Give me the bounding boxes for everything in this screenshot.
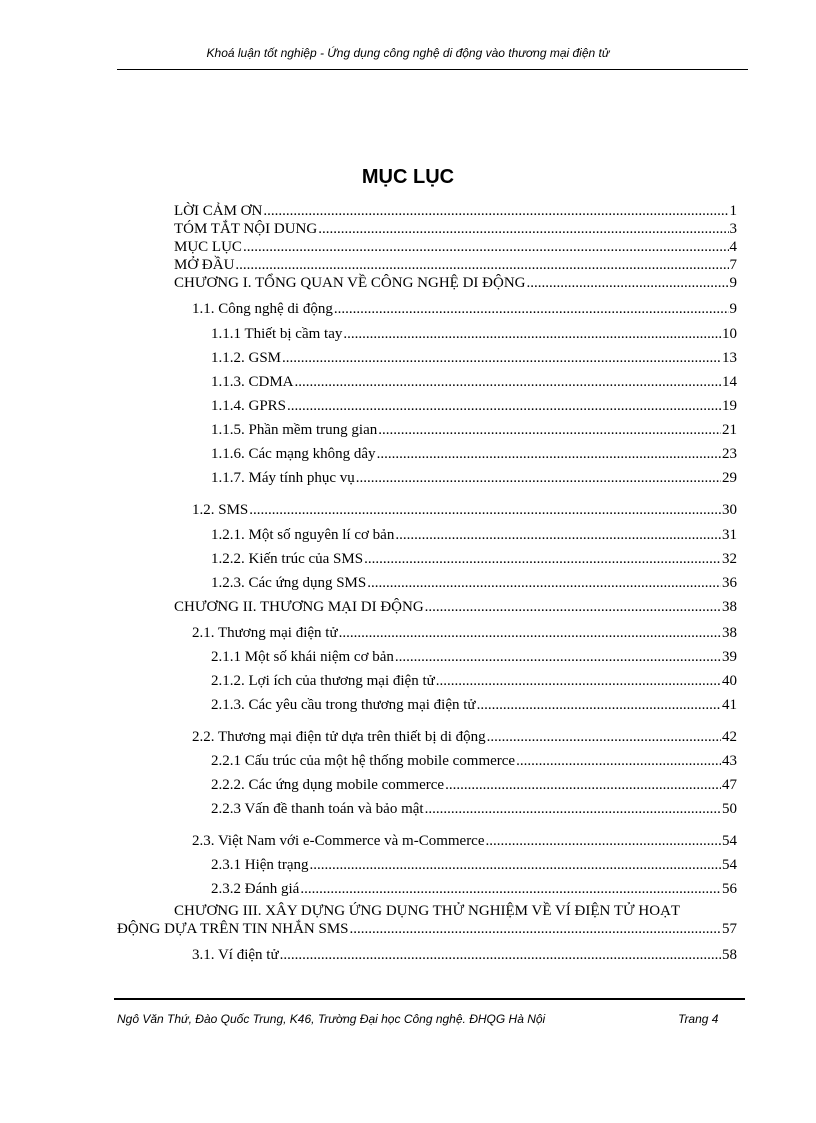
toc-entry-label-line2: ĐỘNG DỰA TRÊN TIN NHẮN SMS	[117, 921, 349, 937]
toc-entry-label: 2.1.3. Các yêu cầu trong thương mại điện tử	[211, 697, 476, 713]
toc-entry[interactable]	[211, 574, 737, 592]
toc-entry-page: 32	[722, 551, 737, 567]
toc-entry-label: 1.2. SMS	[192, 502, 249, 518]
toc-entry[interactable]	[211, 696, 737, 714]
toc-entry-label: 1.1.5. Phần mềm trung gian	[211, 422, 378, 438]
toc-entry-page: 41	[722, 697, 737, 713]
toc-entry-page: 36	[722, 575, 737, 591]
toc-entry-page: 57	[722, 921, 737, 937]
toc-entry-page: 38	[722, 599, 737, 615]
toc-entry-page: 10	[722, 326, 737, 342]
toc-entry[interactable]	[174, 220, 737, 238]
toc-leader	[395, 648, 721, 666]
toc-entry-label: 1.2.3. Các ứng dụng SMS	[211, 575, 367, 591]
toc-leader	[364, 550, 721, 568]
toc-leader	[243, 238, 729, 256]
header-divider	[117, 69, 748, 70]
toc-entry-page: 40	[722, 673, 737, 689]
toc-entry[interactable]	[192, 624, 737, 642]
toc-entry-page: 23	[722, 446, 737, 462]
toc-entry-page: 56	[722, 881, 737, 897]
toc-entry[interactable]	[211, 349, 737, 367]
toc-leader	[516, 752, 721, 770]
toc-leader	[367, 574, 721, 592]
toc-leader	[350, 920, 721, 938]
toc-leader	[425, 598, 721, 616]
toc-entry-label: 2.2.2. Các ứng dụng mobile commerce	[211, 777, 445, 793]
toc-entry-page: 54	[722, 833, 737, 849]
toc-entry-label: 1.1.2. GSM	[211, 350, 282, 366]
toc-entry-label: 1.2.2. Kiến trúc của SMS	[211, 551, 364, 567]
toc-entry[interactable]	[211, 373, 737, 391]
toc-entry-label: 2.2.1 Cấu trúc của một hệ thống mobile commerce	[211, 753, 516, 769]
toc-entry[interactable]	[211, 776, 737, 794]
toc-entry-page: 4	[729, 239, 737, 255]
toc-entry-page: 50	[722, 801, 737, 817]
footer-page-number: Trang 4	[678, 1012, 719, 1026]
toc-entry[interactable]	[211, 880, 737, 898]
toc-entry-page: 42	[722, 729, 737, 745]
toc-entry-page: 31	[722, 527, 737, 543]
toc-entry-label: 2.3.2 Đánh giá	[211, 881, 300, 897]
toc-entry[interactable]	[192, 300, 737, 318]
toc-entry-label: 2.3.1 Hiện trạng	[211, 857, 309, 873]
toc-leader	[339, 624, 721, 642]
toc-entry-page: 39	[722, 649, 737, 665]
toc-leader	[235, 256, 728, 274]
toc-leader	[356, 469, 721, 487]
toc-entry-page: 58	[722, 947, 737, 963]
toc-entry-label-line1[interactable]: CHƯƠNG III. XÂY DỰNG ỨNG DỤNG THỬ NGHIỆM VỀ VÍ ĐIỆN TỬ HOẠT	[174, 903, 681, 919]
toc-entry[interactable]	[211, 856, 737, 874]
toc-entry-label: CHƯƠNG I. TỔNG QUAN VỀ CÔNG NGHỆ DI ĐỘNG	[174, 275, 526, 291]
toc-entry-label: 3.1. Ví điện tử	[192, 947, 279, 963]
toc-entry-page: 30	[722, 502, 737, 518]
toc-entry-label: 2.1.2. Lợi ích của thương mại điện tử	[211, 673, 435, 689]
footer-divider	[114, 998, 745, 1000]
toc-entry[interactable]	[211, 672, 737, 690]
toc-entry[interactable]	[211, 752, 737, 770]
toc-entry-label: TÓM TẮT NỘI DUNG	[174, 221, 318, 237]
toc-entry-page: 19	[722, 398, 737, 414]
toc-entry[interactable]	[174, 202, 737, 220]
toc-leader	[282, 349, 721, 367]
toc-entry-page: 3	[729, 221, 737, 237]
toc-entry-label: MỞ ĐẦU	[174, 257, 235, 273]
toc-entry-label: 2.1.1 Một số khái niệm cơ bản	[211, 649, 394, 665]
toc-leader	[287, 397, 721, 415]
toc-leader	[436, 672, 721, 690]
toc-entry[interactable]	[211, 445, 737, 463]
toc-entry-page: 38	[722, 625, 737, 641]
toc-entry-page: 9	[729, 275, 737, 291]
toc-entry-label: 1.1.4. GPRS	[211, 398, 287, 414]
toc-entry-label: 1.1.3. CDMA	[211, 374, 294, 390]
toc-entry-label: 1.1.7. Máy tính phục vụ	[211, 470, 355, 486]
toc-entry[interactable]	[211, 469, 737, 487]
toc-entry-page: 43	[722, 753, 737, 769]
toc-entry[interactable]	[117, 920, 737, 938]
toc-entry[interactable]	[211, 325, 737, 343]
toc-entry-page: 21	[722, 422, 737, 438]
toc-entry-label: 1.2.1. Một số nguyên lí cơ bản	[211, 527, 395, 543]
toc-leader	[334, 300, 729, 318]
toc-leader	[263, 202, 728, 220]
toc-entry-page: 9	[729, 301, 737, 317]
toc-entry-page: 54	[722, 857, 737, 873]
toc-entry-label: 2.2.3 Vấn đề thanh toán và bảo mật	[211, 801, 424, 817]
toc-entry[interactable]	[211, 397, 737, 415]
toc-entry-label: 2.2. Thương mại điện tử dựa trên thiết bị di động	[192, 729, 486, 745]
toc-entry-label: LỜI CẢM ƠN	[174, 203, 263, 219]
toc-leader	[477, 696, 721, 714]
toc-entry[interactable]	[211, 526, 737, 544]
toc-leader	[318, 220, 728, 238]
toc-entry-label: MỤC LỤC	[174, 239, 242, 255]
toc-leader	[280, 946, 721, 964]
toc-entry[interactable]	[192, 946, 737, 964]
toc-entry[interactable]	[192, 501, 737, 519]
toc-entry[interactable]	[211, 421, 737, 439]
toc-entry-label: 2.3. Việt Nam với e-Commerce và m-Commerce	[192, 833, 485, 849]
toc-entry-label: 1.1. Công nghệ di động	[192, 301, 333, 317]
toc-entry-page: 47	[722, 777, 737, 793]
toc-leader	[378, 421, 721, 439]
toc-entry-label: 1.1.6. Các mạng không dây	[211, 446, 376, 462]
toc-leader	[295, 373, 721, 391]
toc-entry-label: CHƯƠNG II. THƯƠNG MẠI DI ĐỘNG	[174, 599, 424, 615]
toc-entry[interactable]	[174, 238, 737, 256]
toc-entry-page: 29	[722, 470, 737, 486]
toc-leader	[300, 880, 721, 898]
toc-entry[interactable]	[174, 256, 737, 274]
toc-leader	[486, 832, 722, 850]
toc-leader	[343, 325, 721, 343]
running-header: Khoá luận tốt nghiệp - Ứng dụng công nghệ di động vào thương mại điện tử	[206, 46, 610, 60]
toc-entry-label: 2.1. Thương mại điện tử	[192, 625, 338, 641]
toc-leader	[526, 274, 728, 292]
toc-entry-page: 13	[722, 350, 737, 366]
toc-leader	[309, 856, 721, 874]
toc-leader	[249, 501, 721, 519]
page-title: MỤC LỤC	[361, 166, 455, 188]
toc-entry-page: 7	[729, 257, 737, 273]
toc-entry[interactable]	[192, 832, 737, 850]
toc-entry[interactable]	[174, 598, 737, 616]
toc-leader	[395, 526, 721, 544]
toc-leader	[425, 800, 721, 818]
toc-entry[interactable]	[211, 800, 737, 818]
toc-entry-page: 14	[722, 374, 737, 390]
toc-entry-page: 1	[729, 203, 737, 219]
toc-entry[interactable]	[211, 550, 737, 568]
toc-entry-label: 1.1.1 Thiết bị cầm tay	[211, 326, 343, 342]
toc-leader	[445, 776, 721, 794]
toc-entry[interactable]	[192, 728, 737, 746]
toc-entry[interactable]	[174, 274, 737, 292]
toc-leader	[377, 445, 721, 463]
toc-leader	[487, 728, 721, 746]
toc-entry[interactable]	[211, 648, 737, 666]
footer-authors: Ngô Văn Thứ, Đào Quốc Trung, K46, Trường Đại học Công nghệ. ĐHQG Hà Nội	[117, 1012, 546, 1026]
